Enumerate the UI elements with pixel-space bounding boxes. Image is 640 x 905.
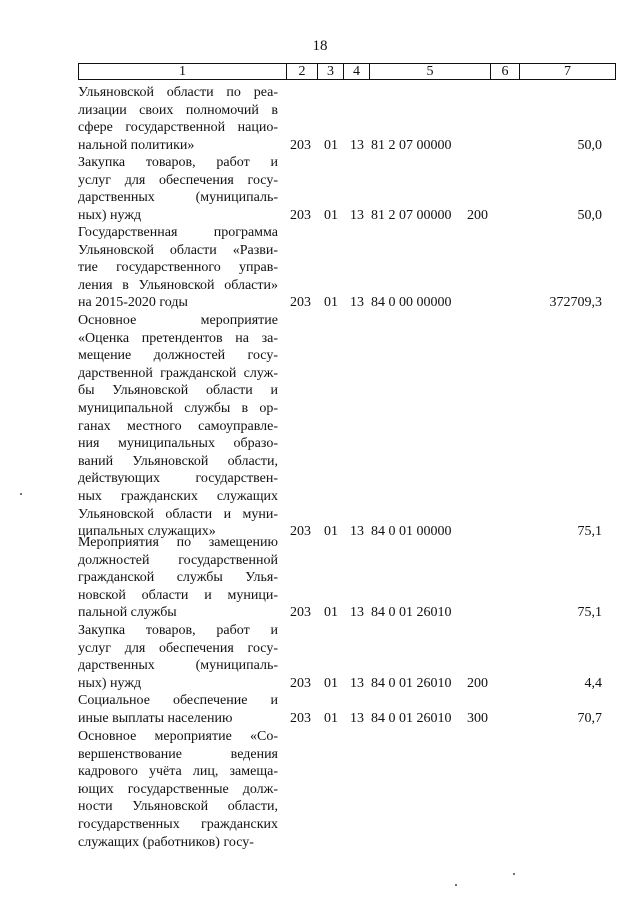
row-c5-value: 81 2 07 00000 bbox=[371, 207, 452, 223]
row-name-line: дарственных (муниципаль- bbox=[78, 658, 278, 674]
row-name-line: должностей государственной bbox=[78, 552, 278, 568]
row-c4-value: 13 bbox=[350, 207, 364, 223]
row-c2-value: 203 bbox=[290, 605, 311, 621]
row-name-line: услуг для обеспечения госу- bbox=[78, 640, 278, 656]
row-name bbox=[78, 622, 278, 692]
row-c7-value: 372709,3 bbox=[549, 295, 602, 311]
row-c5-value: 84 0 01 26010 bbox=[371, 675, 452, 691]
row-name-line: служащих (работников) госу- bbox=[78, 834, 254, 850]
row-name bbox=[78, 692, 278, 727]
row-c7-value: 70,7 bbox=[577, 710, 602, 726]
row-name-line: сфере государственной нацио- bbox=[78, 120, 278, 136]
row-c4-value: 13 bbox=[350, 137, 364, 153]
row-name bbox=[78, 534, 278, 622]
row-name-line: ния муниципальных образо- bbox=[78, 436, 278, 452]
row-c4-value: 13 bbox=[350, 675, 364, 691]
column-header-table bbox=[78, 63, 616, 80]
row-c4-value: 13 bbox=[350, 605, 364, 621]
row-name-line: ных гражданских служащих bbox=[78, 488, 278, 504]
row-c2-value: 203 bbox=[290, 710, 311, 726]
row-name-line: Социальное обеспечение и bbox=[78, 693, 278, 708]
row-name-line: на 2015-2020 годы bbox=[78, 295, 188, 311]
row-c2-value: 203 bbox=[290, 295, 311, 311]
row-name-line: лизации своих полномочий в bbox=[78, 102, 278, 118]
row-name-line: Ульяновской области «Разви- bbox=[78, 242, 278, 258]
row-name bbox=[78, 312, 278, 541]
row-c6-value: 200 bbox=[467, 207, 488, 223]
row-name bbox=[78, 728, 278, 851]
row-name-line: ных) нужд bbox=[78, 207, 142, 223]
header-col-3: 3 bbox=[318, 64, 344, 80]
row-name-line: бы Ульяновской области и bbox=[78, 383, 278, 399]
row-name-line: «Оценка претендентов на за- bbox=[78, 330, 278, 346]
row-name-line: действующих государствен- bbox=[78, 471, 278, 487]
row-name bbox=[78, 224, 278, 312]
scan-speck bbox=[20, 493, 22, 495]
row-c7-value: 50,0 bbox=[577, 207, 602, 223]
row-name-line: пальной службы bbox=[78, 605, 177, 621]
row-c7-value: 4,4 bbox=[584, 675, 602, 691]
row-name-line: Основное мероприятие bbox=[78, 313, 278, 328]
row-c4-value: 13 bbox=[350, 710, 364, 726]
header-col-7: 7 bbox=[520, 64, 616, 80]
row-c5-value: 84 0 00 00000 bbox=[371, 295, 452, 311]
row-c2-value: 203 bbox=[290, 675, 311, 691]
row-name-line: новской области и муници- bbox=[78, 587, 278, 603]
row-c5-value: 81 2 07 00000 bbox=[371, 137, 452, 153]
row-name-line: муниципальной службы в ор- bbox=[78, 400, 278, 416]
row-c2-value: 203 bbox=[290, 524, 311, 540]
row-name-line: Мероприятия по замещению bbox=[78, 535, 278, 550]
row-name bbox=[78, 154, 278, 224]
row-name-line: Ульяновской области по реа- bbox=[78, 85, 278, 100]
row-name-line: ных) нужд bbox=[78, 675, 142, 691]
row-name-line: Государственная программа bbox=[78, 225, 278, 240]
row-name-line: Закупка товаров, работ и bbox=[78, 623, 278, 638]
row-name-line: гражданской службы Улья- bbox=[78, 570, 278, 586]
row-name-line: нальной политики» bbox=[78, 137, 195, 153]
row-c7-value: 75,1 bbox=[577, 605, 602, 621]
page-number: 18 bbox=[312, 38, 328, 54]
row-c5-value: 84 0 01 26010 bbox=[371, 605, 452, 621]
row-name-line: Ульяновской области и муни- bbox=[78, 506, 278, 522]
row-name-line: ганах местного самоуправле- bbox=[78, 418, 278, 434]
row-name-line: ципальных служащих» bbox=[78, 524, 216, 540]
row-name-line: мещение должностей госу- bbox=[78, 348, 278, 364]
row-c7-value: 50,0 bbox=[577, 137, 602, 153]
row-c4-value: 13 bbox=[350, 295, 364, 311]
row-c2-value: 203 bbox=[290, 137, 311, 153]
row-name-line: Закупка товаров, работ и bbox=[78, 155, 278, 170]
row-name-line: ющих государственные долж- bbox=[78, 781, 278, 797]
row-name-line: Основное мероприятие «Со- bbox=[78, 729, 278, 744]
scan-speck bbox=[455, 884, 457, 886]
row-name-line: иные выплаты населению bbox=[78, 710, 233, 726]
row-name-line: ления в Ульяновской области» bbox=[78, 277, 278, 293]
row-c7-value: 75,1 bbox=[577, 524, 602, 540]
row-c3-value: 01 bbox=[324, 207, 338, 223]
row-name-line: государственных гражданских bbox=[78, 816, 278, 832]
header-col-1: 1 bbox=[79, 64, 287, 80]
header-col-5: 5 bbox=[370, 64, 491, 80]
row-name-line: дарственных (муниципаль- bbox=[78, 190, 278, 206]
row-c3-value: 01 bbox=[324, 710, 338, 726]
row-name-line: кадрового учёта лиц, замеща- bbox=[78, 764, 278, 780]
row-c3-value: 01 bbox=[324, 137, 338, 153]
header-col-4: 4 bbox=[344, 64, 370, 80]
header-col-6: 6 bbox=[491, 64, 520, 80]
row-c4-value: 13 bbox=[350, 524, 364, 540]
scan-speck bbox=[513, 873, 515, 875]
header-col-2: 2 bbox=[287, 64, 318, 80]
row-c3-value: 01 bbox=[324, 605, 338, 621]
row-c6-value: 200 bbox=[467, 675, 488, 691]
row-name-line: вершенствование ведения bbox=[78, 746, 278, 762]
row-c6-value: 300 bbox=[467, 710, 488, 726]
row-c5-value: 84 0 01 26010 bbox=[371, 710, 452, 726]
row-c3-value: 01 bbox=[324, 524, 338, 540]
row-name-line: дарственной гражданской служ- bbox=[78, 365, 278, 381]
row-name bbox=[78, 84, 278, 154]
row-name-line: ности Ульяновской области, bbox=[78, 799, 278, 815]
row-c2-value: 203 bbox=[290, 207, 311, 223]
row-name-line: тие государственного управ- bbox=[78, 260, 278, 276]
row-name-line: ваний Ульяновской области, bbox=[78, 453, 278, 469]
row-c5-value: 84 0 01 00000 bbox=[371, 524, 452, 540]
row-c3-value: 01 bbox=[324, 675, 338, 691]
row-name-line: услуг для обеспечения госу- bbox=[78, 172, 278, 188]
row-c3-value: 01 bbox=[324, 295, 338, 311]
